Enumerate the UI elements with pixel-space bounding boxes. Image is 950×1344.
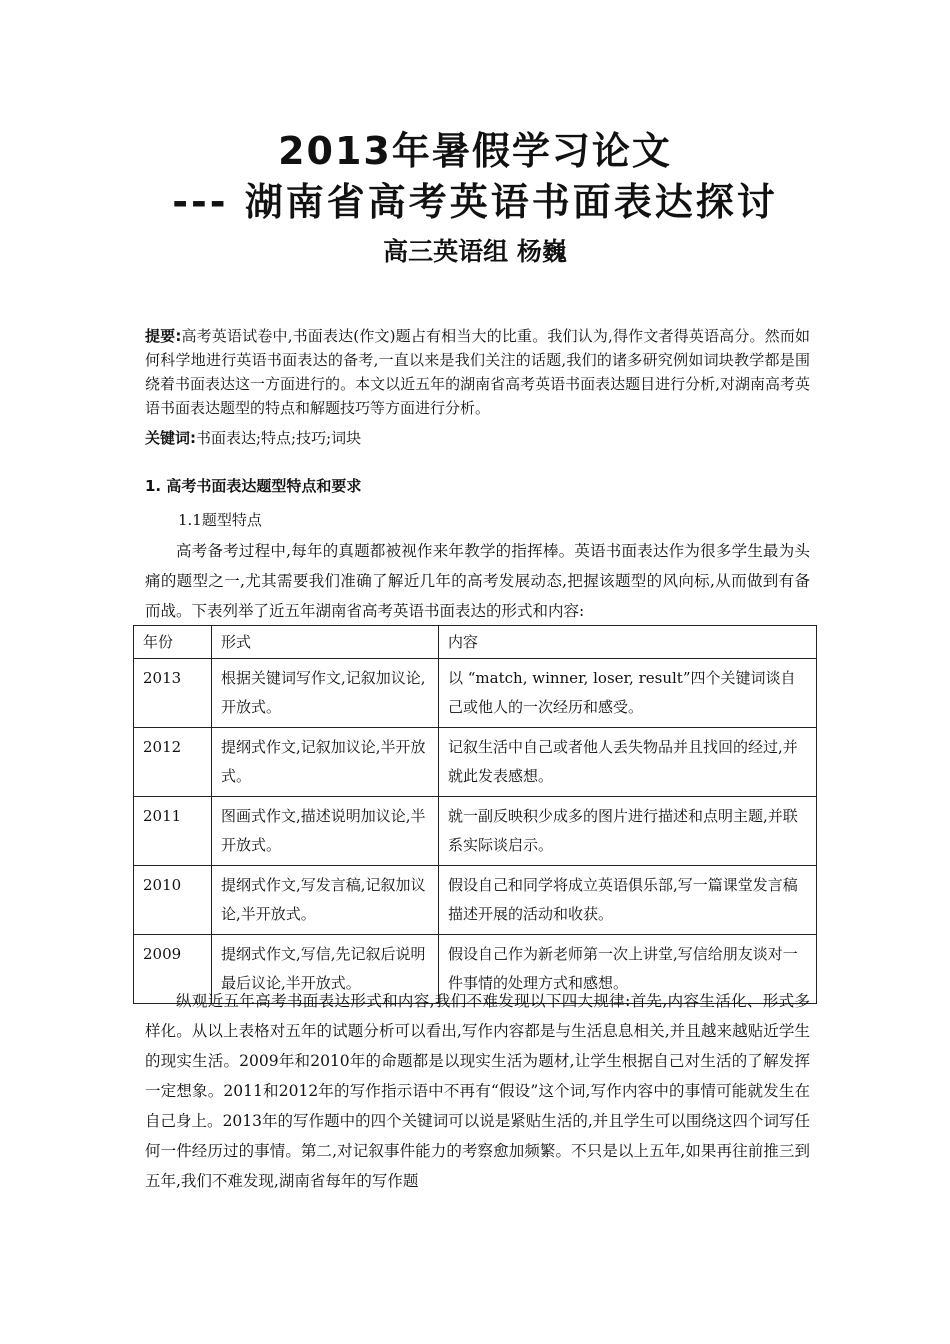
cell-year: 2011	[134, 797, 212, 866]
cell-form: 提纲式作文,记叙加议论,半开放式。	[212, 728, 439, 797]
section-1-heading: 1. 高考书面表达题型特点和要求	[145, 477, 362, 495]
author-line: 高三英语组 杨巍	[383, 237, 567, 266]
cell-content: 以 “match, winner, loser, result”四个关键词谈自己或他人的一次经历和感受。	[439, 659, 817, 728]
abstract-label: 提要:	[145, 327, 182, 345]
header-content: 内容	[439, 626, 817, 659]
cell-content: 假设自己和同学将成立英语俱乐部,写一篇课堂发言稿描述开展的活动和收获。	[439, 866, 817, 935]
cell-form: 根据关键词写作文,记叙加议论,开放式。	[212, 659, 439, 728]
table-row	[134, 659, 817, 728]
abstract	[145, 324, 810, 420]
abstract-text: 高考英语试卷中,书面表达(作文)题占有相当大的比重。我们认为,得作文者得英语高分。然而如何科学地进行英语书面表达的备考,一直以来是我们关注的话题,我们的诸多研究例如词块教学都是围绕着书面表达这一方面进行的。本文以近五年的湖南省高考英语书面表达题目进行分析,对湖南高考英语书面表达题型的特点和解题技巧等方面进行分析。	[145, 327, 811, 417]
cell-content: 假设自己作为新老师第一次上讲堂,写信给朋友谈对一件事情的处理方式和感想。	[439, 935, 817, 1004]
cell-content: 就一副反映积少成多的图片进行描述和点明主题,并联系实际谈启示。	[439, 797, 817, 866]
table-row	[134, 866, 817, 935]
cell-form: 提纲式作文,写信,先记叙后说明最后议论,半开放式。	[212, 935, 439, 1004]
exam-writing-table	[133, 625, 817, 1004]
cell-year: 2013	[134, 659, 212, 728]
table-row	[134, 797, 817, 866]
cell-year: 2009	[134, 935, 212, 1004]
table-header-row	[134, 626, 817, 659]
cell-form: 图画式作文,描述说明加议论,半开放式。	[212, 797, 439, 866]
keywords-label: 关键词:	[145, 429, 196, 447]
paragraph-1: 高考备考过程中,每年的真题都被视作来年教学的指挥棒。英语书面表达作为很多学生最为头痛的题型之一,尤其需要我们准确了解近几年的高考发展动态,把握该题型的风向标,从而做到有备而战。下表列举了近五年湖南省高考英语书面表达的形式和内容:	[145, 542, 810, 620]
cell-year: 2012	[134, 728, 212, 797]
header-form: 形式	[212, 626, 439, 659]
cell-year: 2010	[134, 866, 212, 935]
subsection-1-1-heading: 1.1题型特点	[178, 511, 262, 529]
header-year: 年份	[134, 626, 212, 659]
keywords-text: 书面表达;特点;技巧;词块	[196, 429, 362, 447]
table-row	[134, 728, 817, 797]
cell-content: 记叙生活中自己或者他人丢失物品并且找回的经过,并就此发表感想。	[439, 728, 817, 797]
title-line-2: --- 湖南省高考英语书面表达探讨	[172, 180, 778, 224]
cell-form: 提纲式作文,写发言稿,记叙加议论,半开放式。	[212, 866, 439, 935]
keywords	[145, 426, 810, 450]
title-line-1: 2013年暑假学习论文	[278, 129, 672, 173]
paragraph-2: 纵观近五年高考书面表达形式和内容,我们不难发现以下四大规律:首先,内容生活化、形式多样化。从以上表格对五年的试题分析可以看出,写作内容都是与生活息息相关,并且越来越贴近学生的现实生活。2009年和2010年的命题都是以现实生活为题材,让学生根据自己对生活的了解发挥一定想象。2011和2012年的写作指示语中不再有“假设”这个词,写作内容中的事情可能就发生在自己身上。2013年的写作题中的四个关键词可以说是紧贴生活的,并且学生可以围绕这四个词写任何一件经历过的事情。第二,对记叙事件能力的考察愈加频繁。不只是以上五年,如果再往前推三到五年,我们不难发现,湖南省每年的写作题	[145, 992, 810, 1190]
